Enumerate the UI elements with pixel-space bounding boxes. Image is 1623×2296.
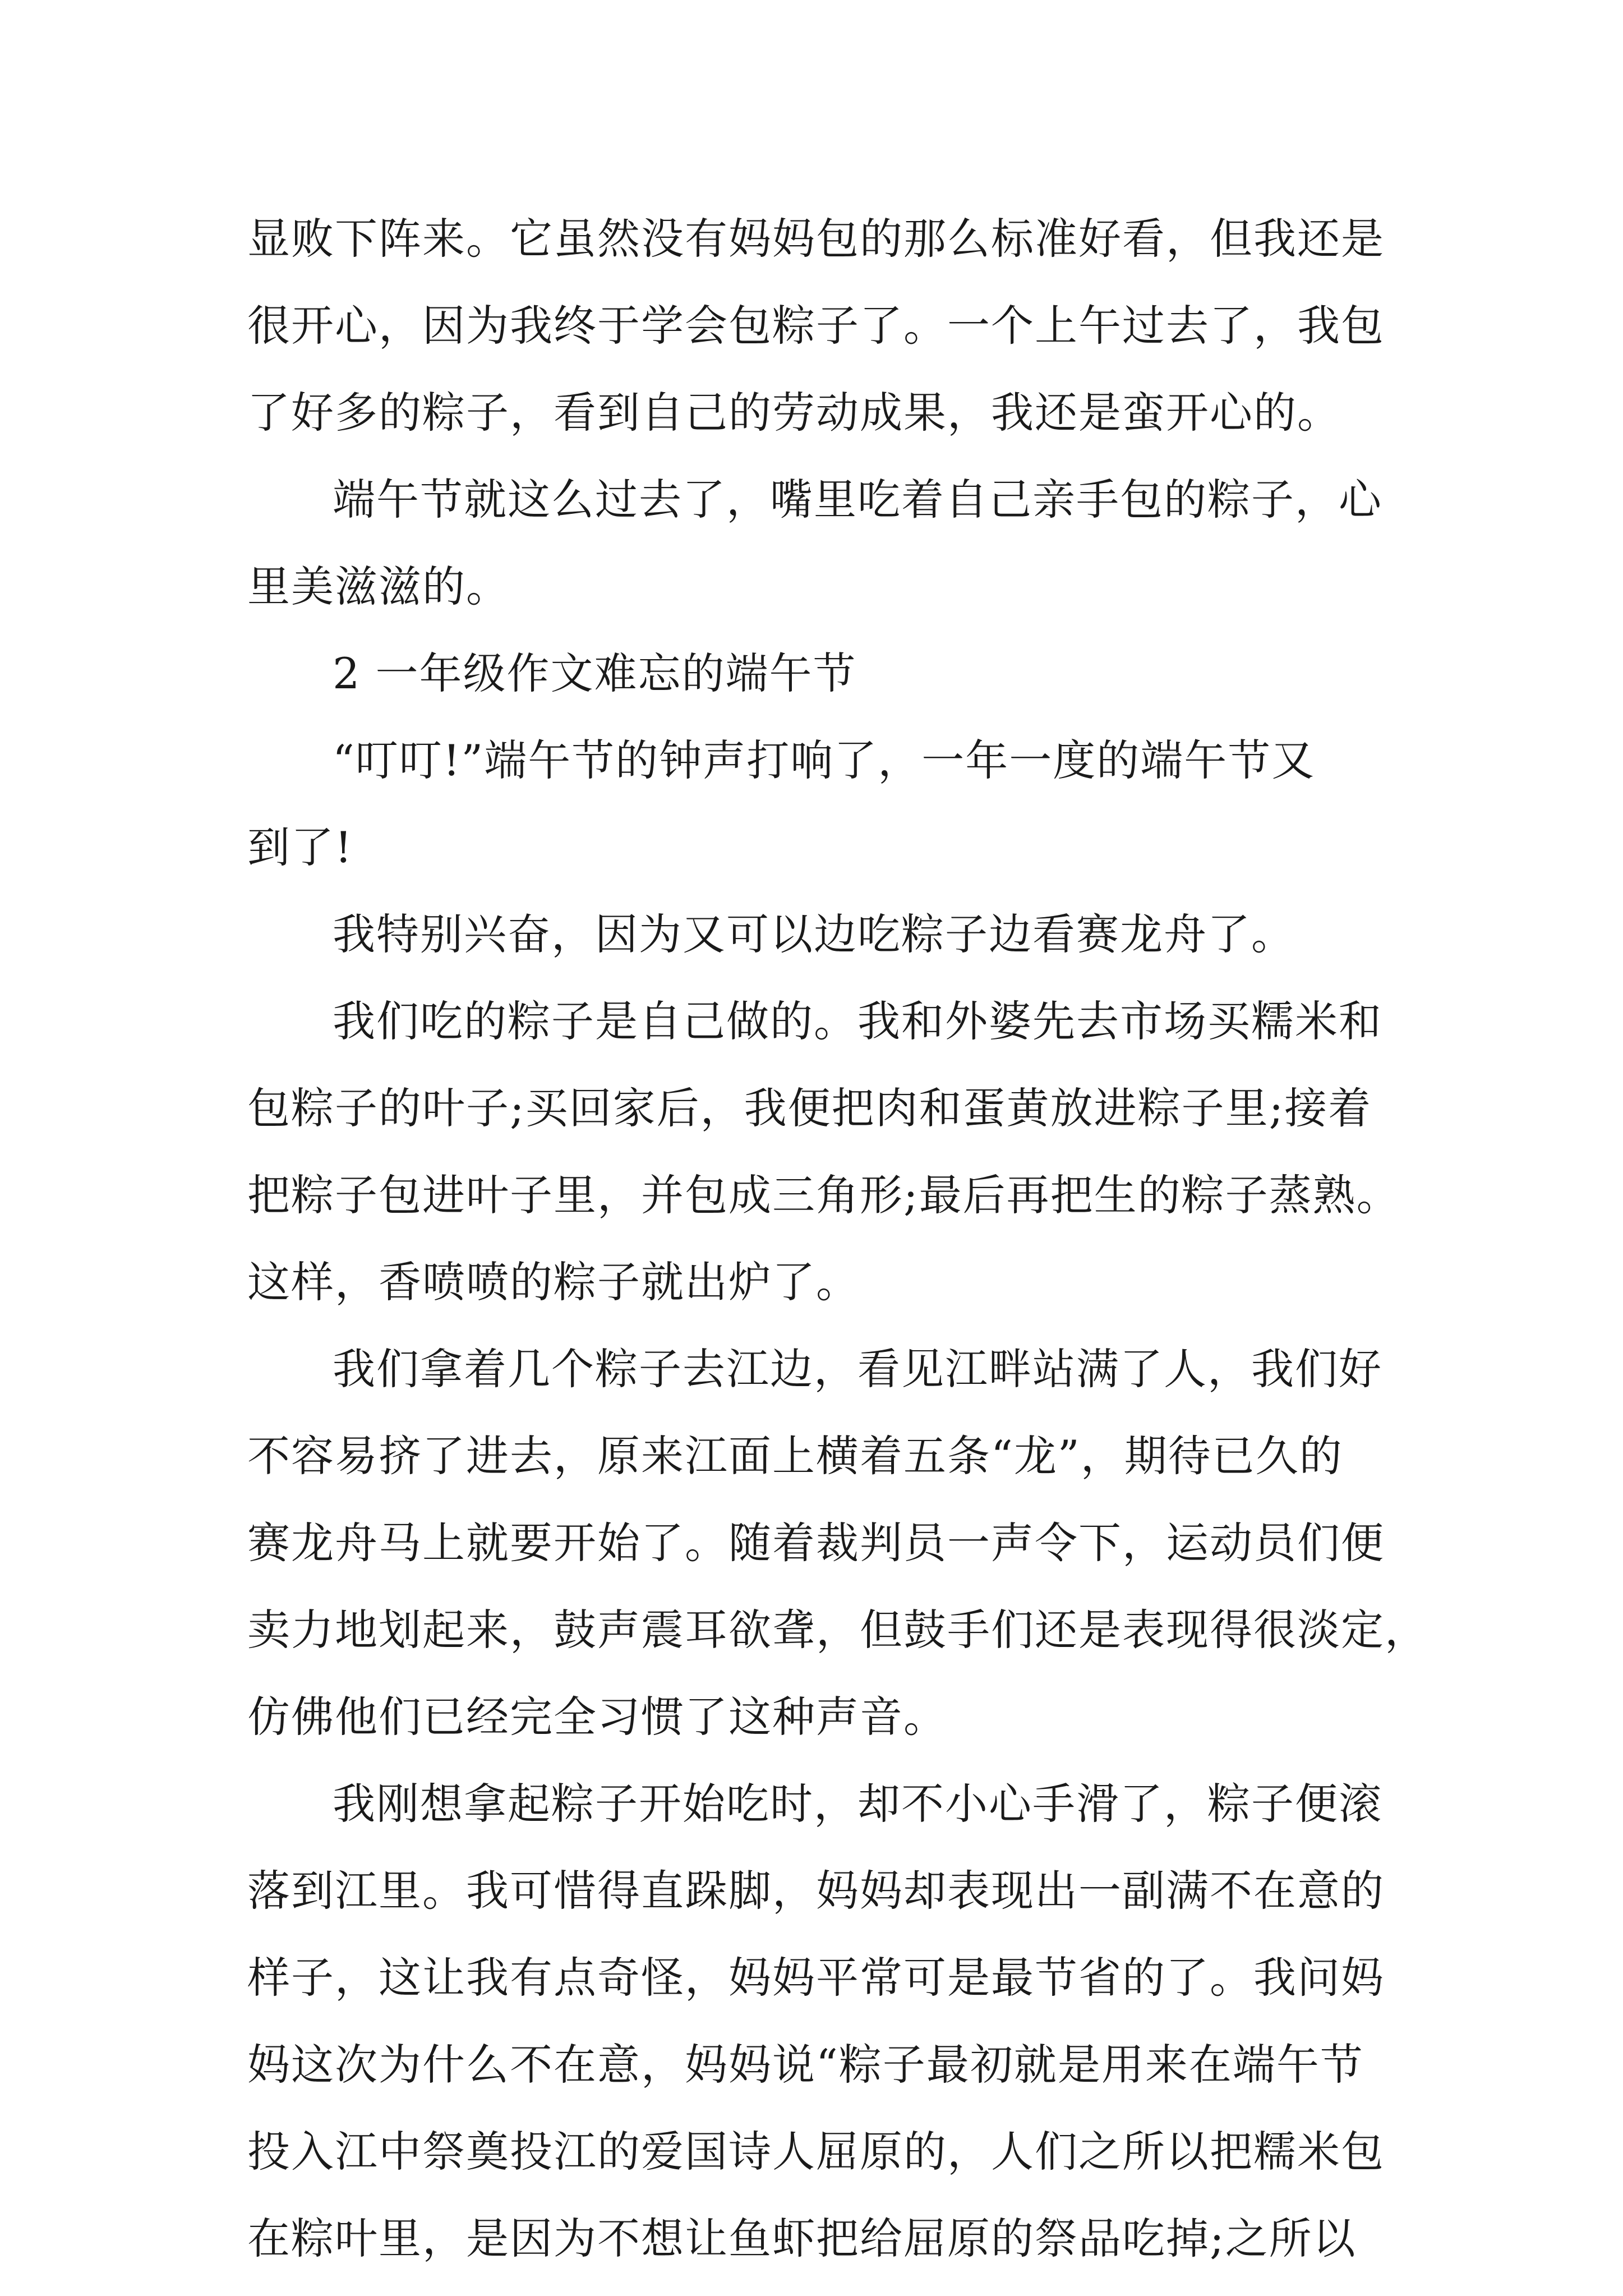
text-line: 把粽子包进叶子里，并包成三角形;最后再把生的粽子蒸熟。 bbox=[247, 1170, 1400, 1220]
text-line: 到了! bbox=[247, 822, 353, 872]
paragraph-start-line: 我刚想拿起粽子开始吃时，却不小心手滑了，粽子便滚 bbox=[333, 1779, 1382, 1829]
paragraph-start-line: 我们吃的粽子是自己做的。我和外婆先去市场买糯米和 bbox=[333, 996, 1382, 1046]
text-line: 显败下阵来。它虽然没有妈妈包的那么标准好看，但我还是 bbox=[247, 214, 1385, 264]
document-body bbox=[247, 195, 1428, 2282]
text-line: 很开心，因为我终于学会包粽子了。一个上午过去了，我包 bbox=[247, 301, 1385, 351]
paragraph-start-line: 我特别兴奋，因为又可以边吃粽子边看赛龙舟了。 bbox=[333, 909, 1295, 959]
section-heading: 2 一年级作文难忘的端午节 bbox=[333, 648, 857, 698]
text-line: 样子，这让我有点奇怪，妈妈平常可是最节省的了。我问妈 bbox=[247, 1953, 1385, 2003]
text-line: 了好多的粽子，看到自己的劳动成果，我还是蛮开心的。 bbox=[247, 388, 1341, 438]
text-line: 妈这次为什么不在意，妈妈说“粽子最初就是用来在端午节 bbox=[247, 2040, 1364, 2090]
text-line: 里美滋滋的。 bbox=[247, 562, 510, 611]
text-line: 这样，香喷喷的粽子就出炉了。 bbox=[247, 1257, 860, 1307]
text-line: 卖力地划起来，鼓声震耳欲聋，但鼓手们还是表现得很淡定， bbox=[247, 1605, 1428, 1655]
paragraph-start-line: 端午节就这么过去了，嘴里吃着自己亲手包的粽子，心 bbox=[333, 475, 1382, 524]
text-line: 落到江里。我可惜得直跺脚，妈妈却表现出一副满不在意的 bbox=[247, 1866, 1385, 1916]
text-line: 仿佛他们已经完全习惯了这种声音。 bbox=[247, 1692, 947, 1742]
text-line: 赛龙舟马上就要开始了。随着裁判员一声令下，运动员们便 bbox=[247, 1518, 1385, 1568]
paragraph-start-line: “叮叮!”端午节的钟声打响了，一年一度的端午节又 bbox=[333, 735, 1316, 785]
text-line: 不容易挤了进去，原来江面上横着五条“龙”，期待已久的 bbox=[247, 1431, 1343, 1481]
paragraph-start-line: 我们拿着几个粽子去江边，看见江畔站满了人，我们好 bbox=[333, 1344, 1382, 1394]
text-line: 包粽子的叶子;买回家后，我便把肉和蛋黄放进粽子里;接着 bbox=[247, 1083, 1372, 1133]
text-line: 在粽叶里，是因为不想让鱼虾把给屈原的祭品吃掉;之所以 bbox=[247, 2214, 1357, 2263]
text-line: 投入江中祭奠投江的爱国诗人屈原的，人们之所以把糯米包 bbox=[247, 2127, 1385, 2177]
